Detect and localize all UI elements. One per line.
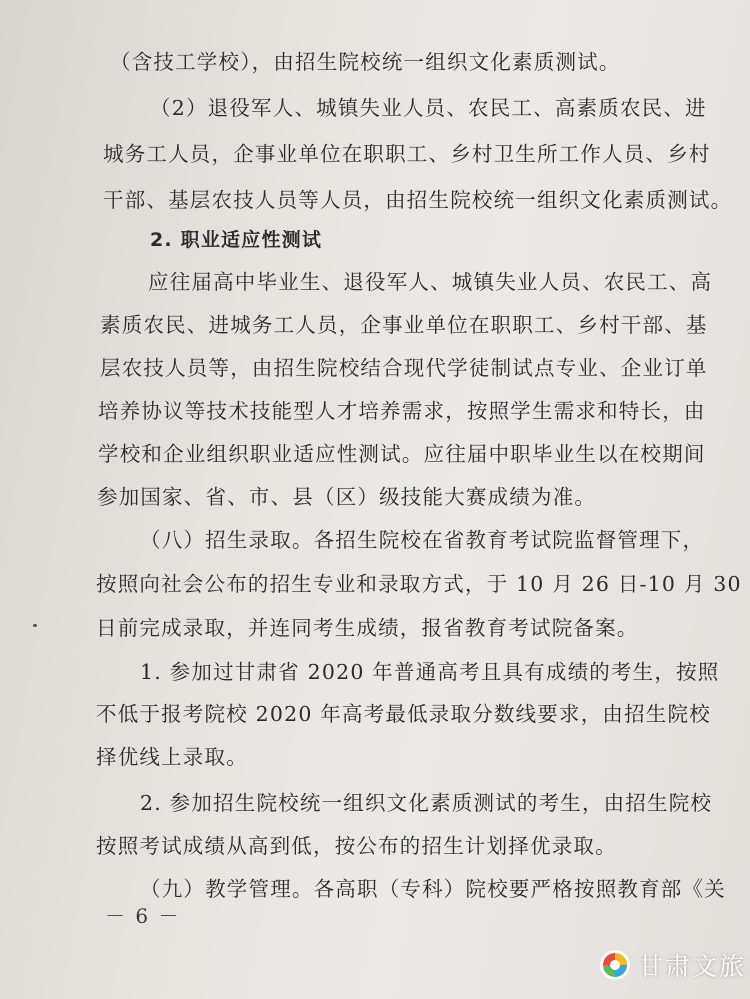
watermark-text: 甘肃文旅 [638,952,747,981]
text-line-11: 参加国家、省、市、县（区）级技能大赛成绩为准。 [97,485,597,509]
text-line-4: 干部、基层农技人员等人员，由招生院校统一组织文化素质测试。 [103,188,733,212]
text-line-6: 应往届高中毕业生、退役军人、城镇失业人员、农民工、高 [148,270,713,294]
text-line-15: 1. 参加过甘肃省 2020 年普通高考且具有成绩的考生，按照 [140,660,720,684]
text-line-14: 日前完成录取，并连同考生成绩，报省教育考试院备案。 [96,616,639,640]
text-line-2: （2）退役军人、城镇失业人员、农民工、高素质农民、进 [150,96,707,120]
text-line-16: 不低于报考院校 2020 年高考最低录取分数线要求，由招生院校 [96,702,711,726]
text-line-12: （八）招生录取。各招生院校在省教育考试院监督管理下， [140,528,705,552]
text-line-1: （含技工学校），由招生院校统一组织文化素质测试。 [110,50,621,74]
text-line-3: 城务工人员，企事业单位在职职工、乡村卫生所工作人员、乡村 [103,142,711,166]
section-heading: 2. 职业适应性测试 [150,229,323,251]
text-line-18: 2. 参加招生院校统一组织文化素质测试的考生，由招生院校 [140,791,713,815]
text-line-20: （九）教学管理。各高职（专科）院校要严格按照教育部《关 [140,877,726,901]
text-line-17: 择优线上录取。 [96,745,248,769]
text-line-10: 学校和企业组织职业适应性测试。应往届中职毕业生以在校期间 [98,442,706,466]
text-line-8: 层农技人员等，由招生院校结合现代学徒制试点专业、企业订单 [100,356,708,380]
page-number: － 6 － [105,904,181,928]
text-line-9: 培养协议等技术技能型人才培养需求，按照学生需求和特长，由 [98,399,706,423]
text-line-7: 素质农民、进城务工人员，企事业单位在职职工、乡村干部、基 [100,313,708,337]
text-line-19: 按照考试成绩从高到低，按公布的招生计划择优录取。 [96,834,617,858]
paper-speck [33,624,37,627]
watermark [598,944,748,986]
text-line-13: 按照向社会公布的招生专业和录取方式，于 10 月 26 日-10 月 30 [96,572,742,596]
gansu-wenlv-logo-icon [598,948,632,982]
